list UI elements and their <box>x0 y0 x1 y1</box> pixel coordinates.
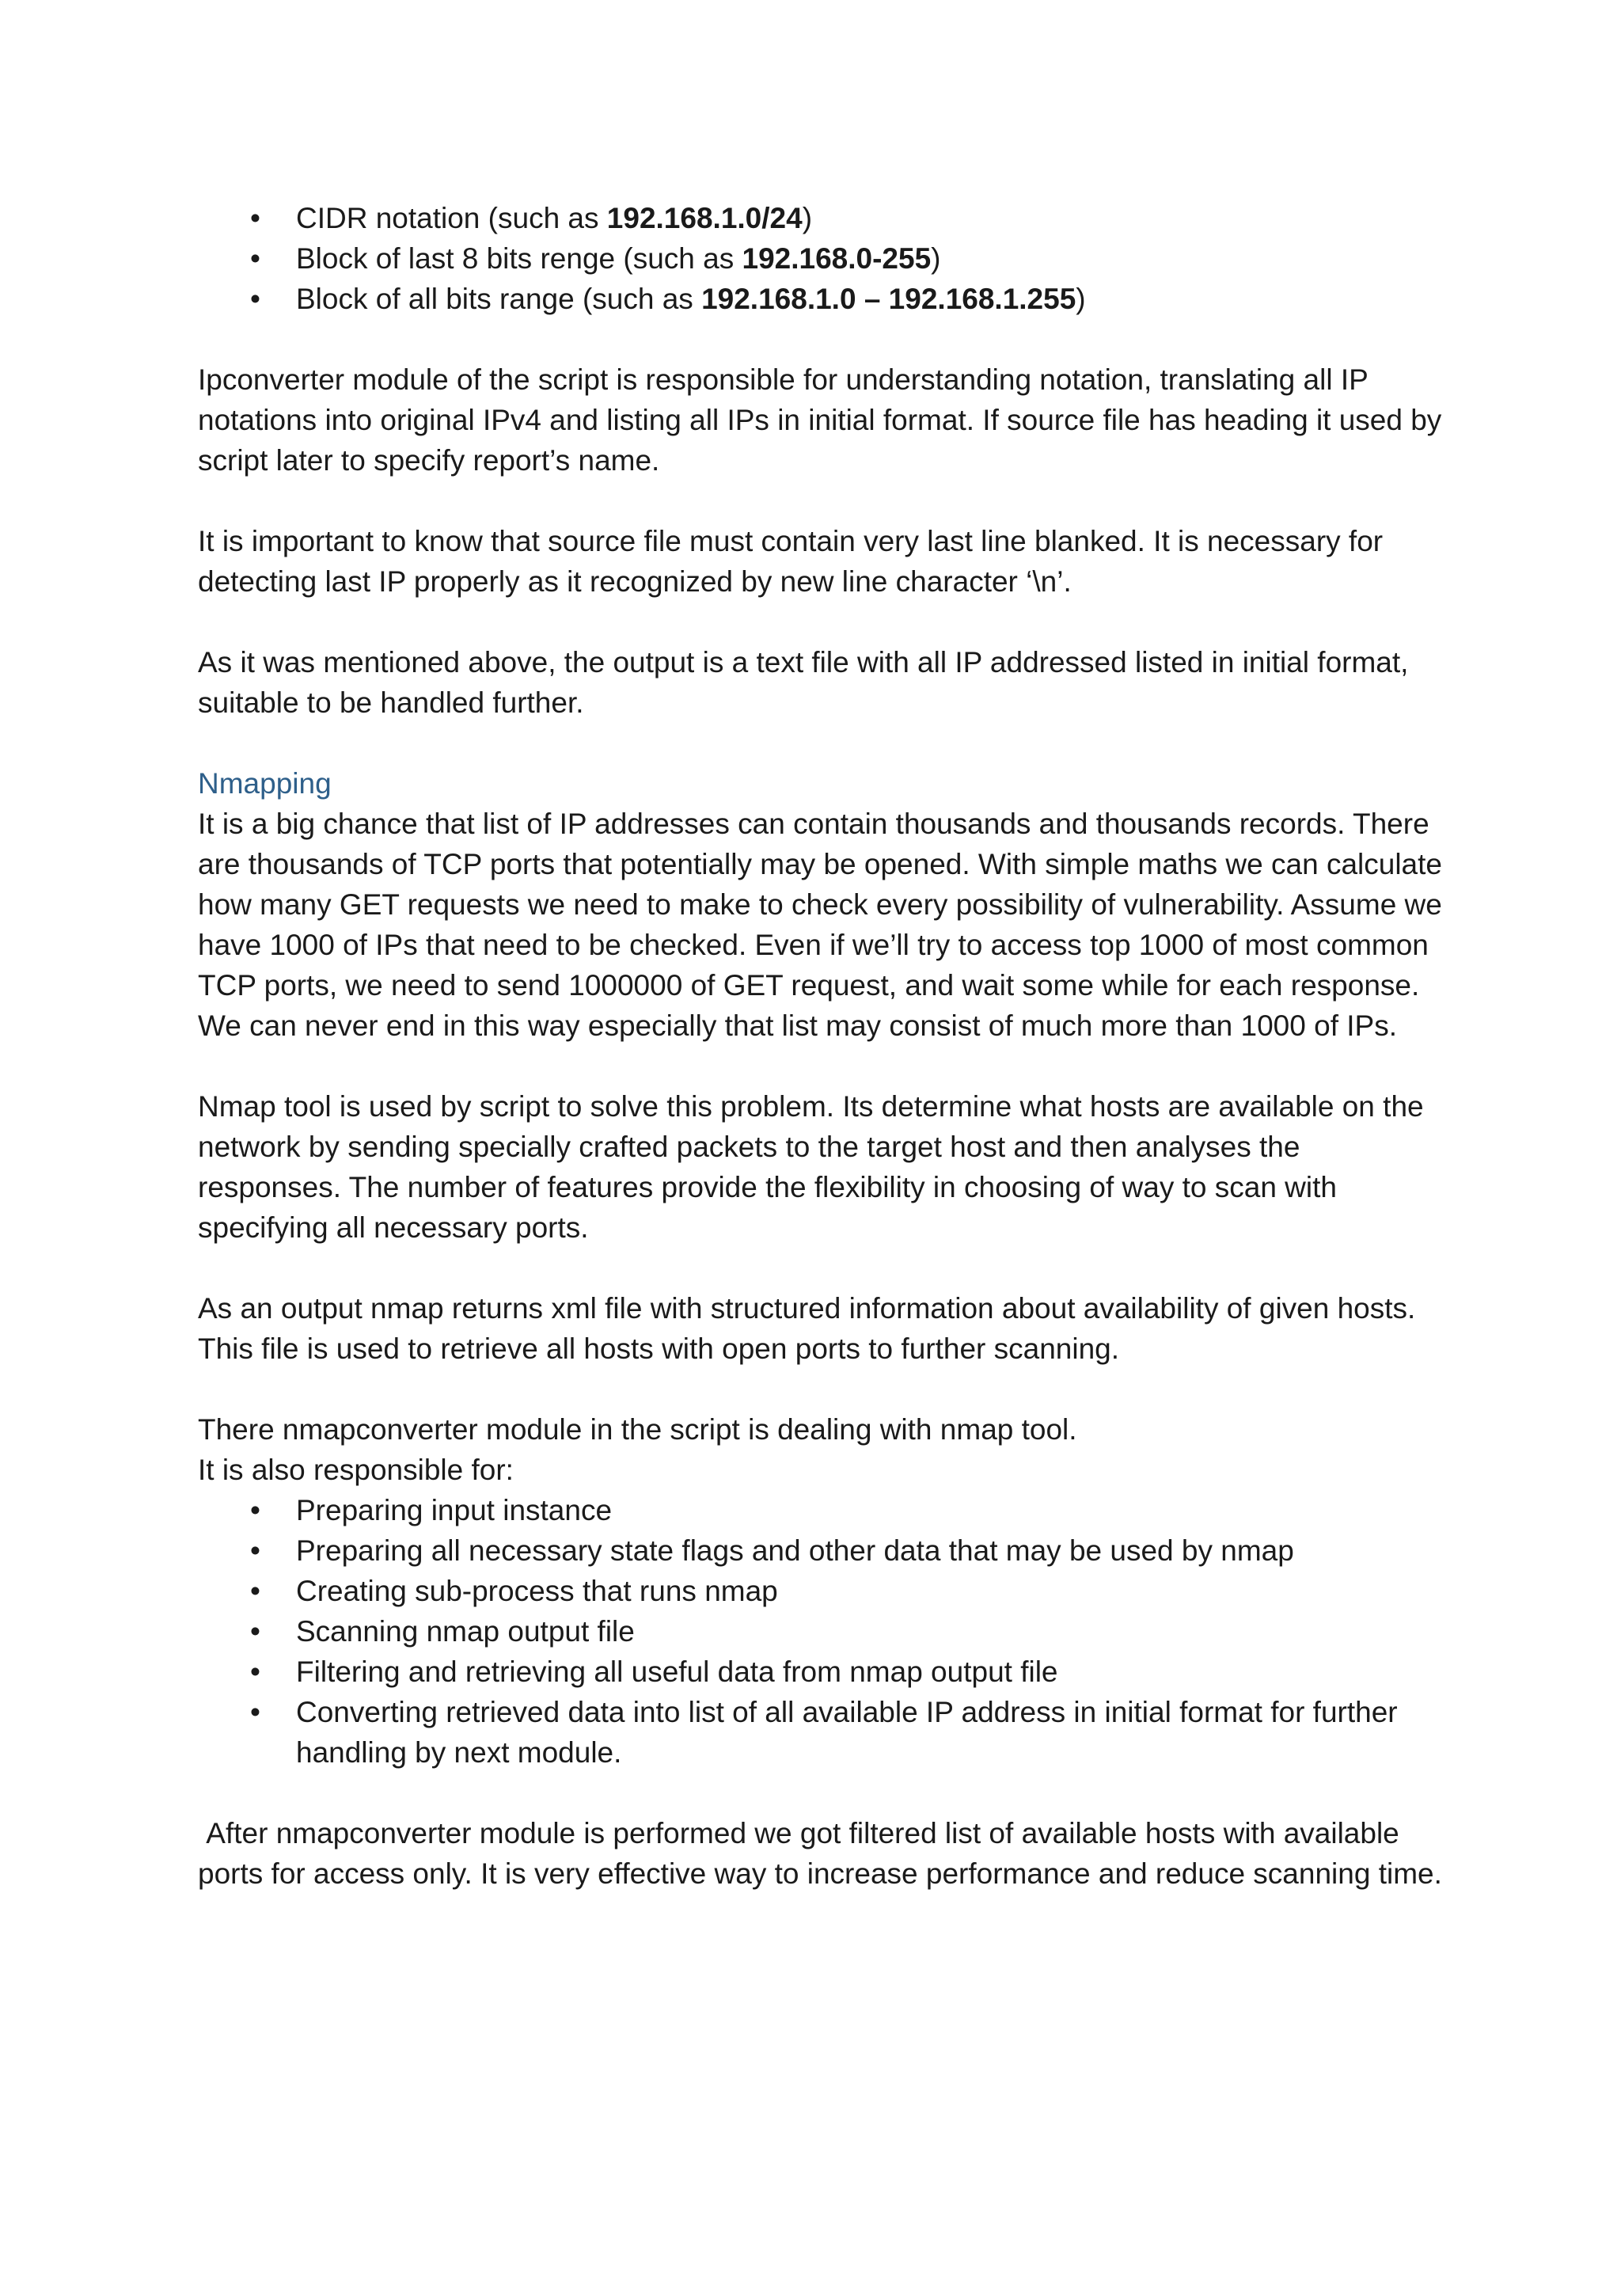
paragraph-nmap-tool: Nmap tool is used by script to solve this problem. Its determine what hosts are available on the network by sending specially crafted packets to the target host and then analyses the responses. The number of features provide the flexibility in choosing of way to scan with specifying all necessary ports. <box>198 1090 1424 1244</box>
paragraph-output: As it was mentioned above, the output is a text file with all IP addressed listed in initial format, suitable to be handled further. <box>198 646 1409 719</box>
list-item: • Preparing input instance <box>198 1490 1448 1530</box>
paragraph-source-file: It is important to know that source file must contain very last line blanked. It is necessary for detecting last IP properly as it recognized by new line character ‘\n’. <box>198 525 1384 598</box>
paragraph-nmap-output: As an output nmap returns xml file with structured information about availability of given hosts. This file is used to retrieve all hosts with open ports to further scanning. <box>198 1292 1416 1365</box>
bullet-icon: • <box>250 1696 260 1728</box>
list-item: • Creating sub-process that runs nmap <box>198 1571 1448 1611</box>
paragraph-ipconverter: Ipconverter module of the script is responsible for understanding notation, translating all IP notations into original IPv4 and listing all IPs in initial format. If source file has heading it used by script later to specify report’s name. <box>198 363 1442 477</box>
bullet-icon: • <box>250 242 260 275</box>
section-heading-nmapping: Nmapping <box>198 767 332 800</box>
list-item: • Block of last 8 bits renge (such as 192.168.0-255) <box>198 238 1448 279</box>
bullet-icon: • <box>250 1494 260 1526</box>
list-item: • CIDR notation (such as 192.168.1.0/24) <box>198 198 1448 238</box>
bullet-icon: • <box>250 202 260 234</box>
bullet-icon: • <box>250 283 260 315</box>
list-item: • Block of all bits range (such as 192.168.1.0 – 192.168.1.255) <box>198 279 1448 319</box>
page-content <box>198 198 1448 1894</box>
list-item: • Scanning nmap output file <box>198 1611 1448 1652</box>
list-item: • Filtering and retrieving all useful data from nmap output file <box>198 1652 1448 1692</box>
nmapconverter-responsibilities-list <box>198 1490 1448 1773</box>
bullet-icon: • <box>250 1534 260 1567</box>
bullet-icon: • <box>250 1575 260 1607</box>
paragraph-nmapconverter-intro: There nmapconverter module in the script is dealing with nmap tool. <box>198 1413 1077 1446</box>
list-item: • Preparing all necessary state flags and other data that may be used by nmap <box>198 1530 1448 1571</box>
paragraph-after-nmapconverter: After nmapconverter module is performed we got filtered list of available hosts with available ports for access only. It is very effective way to increase performance and reduce scanning time. <box>198 1817 1442 1890</box>
bullet-icon: • <box>250 1615 260 1648</box>
ip-notation-list <box>198 198 1448 319</box>
bullet-icon: • <box>250 1655 260 1688</box>
paragraph-responsible-for: It is also responsible for: <box>198 1454 514 1486</box>
paragraph-big-chance: It is a big chance that list of IP addresses can contain thousands and thousands records. There are thousands of TCP ports that potentially may be opened. With simple maths we can calculate how many GET requests we need to make to check every possibility of vulnerability. Assume we have 1000 of IPs that need to be checked. Even if we’ll try to access top 1000 of most common TCP ports, we need to send 1000000 of GET request, and wait some while for each response. We can never end in this way especially that list may consist of much more than 1000 of IPs. <box>198 808 1442 1042</box>
list-item: • Converting retrieved data into list of all available IP address in initial format for further handling by next module. <box>198 1692 1448 1773</box>
